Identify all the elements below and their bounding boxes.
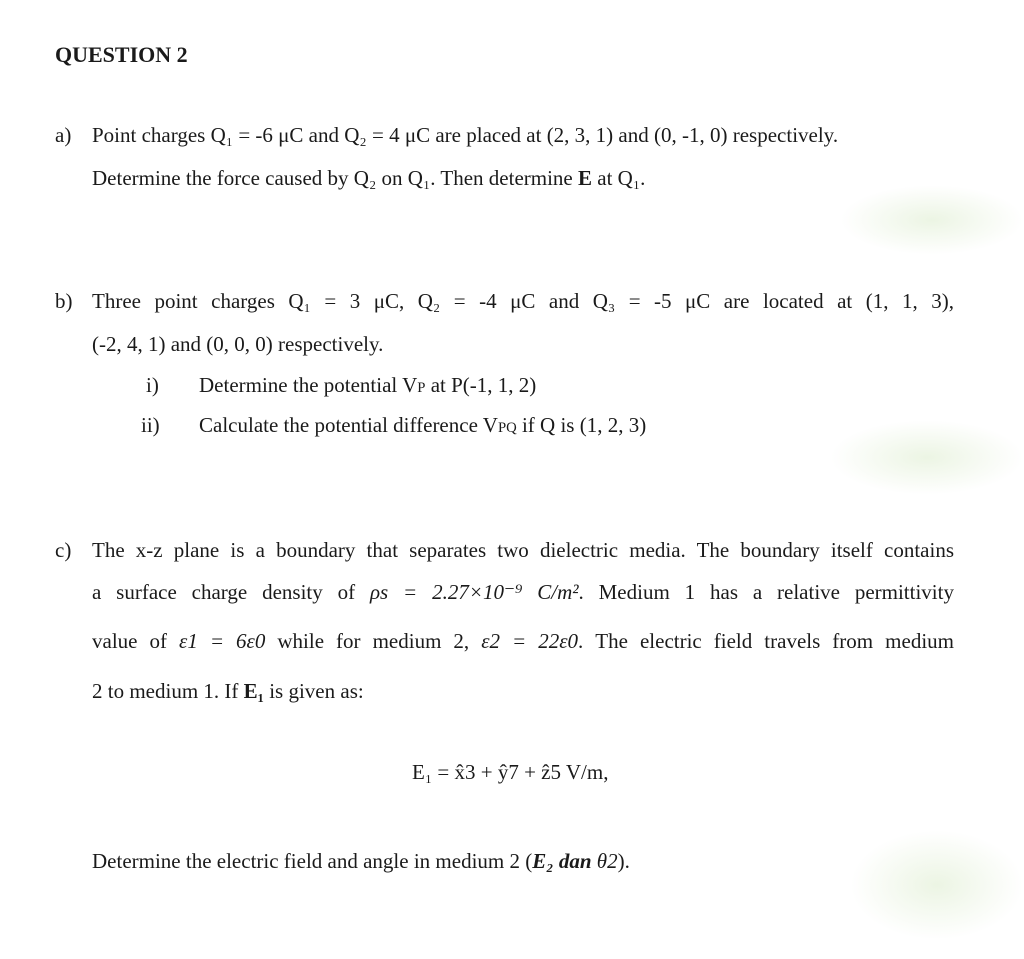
- final-line-end: ).: [617, 849, 630, 873]
- glare-mark: [850, 830, 1024, 940]
- item-subscript: PQ: [497, 420, 517, 436]
- glare-mark: [840, 185, 1024, 255]
- item-subscript: P: [417, 380, 426, 396]
- permittivity-medium-1: ε1 = 6ε0: [179, 629, 266, 653]
- part-b-label: b): [55, 289, 73, 313]
- part-a-line-2-end: at Q₁.: [592, 166, 646, 190]
- part-c-line-2-end: . Medium 1 has a relative permittivity: [578, 580, 954, 604]
- field-symbol-e2: E₂ dan: [532, 849, 592, 873]
- item-text: Calculate the potential difference V: [199, 413, 498, 437]
- part-b-item-text: [199, 375, 536, 396]
- part-a-line-1: Point charges Q₁ = -6 μC and Q₂ = 4 μC are placed at (2, 3, 1) and (0, -1, 0) respectively.: [92, 123, 839, 147]
- field-equation: E₁ = x̂3 + ŷ7 + ẑ5 V/m,: [412, 760, 609, 784]
- part-a-line-2: [92, 168, 645, 189]
- part-c-line-2-text: a surface charge density of: [92, 580, 370, 604]
- item-text: Determine the potential V: [199, 373, 418, 397]
- part-c-line-3-end: . The electric field travels from medium: [578, 629, 954, 653]
- part-c-line-3-text: value of: [92, 629, 180, 653]
- glare-mark: [830, 420, 1024, 495]
- part-c-final-line: [92, 851, 630, 872]
- part-c-line-4-end: is given as:: [263, 679, 364, 703]
- part-b-item-num: i): [146, 373, 159, 397]
- part-c-line-4: [92, 681, 364, 702]
- part-a-label: a): [55, 123, 72, 147]
- item-text-end: if Q is (1, 2, 3): [516, 413, 647, 437]
- part-c-label: c): [55, 538, 72, 562]
- item-text-end: at P(-1, 1, 2): [425, 373, 537, 397]
- part-a-line-2-text: Determine the force caused by Q₂ on Q₁. Then determine: [92, 166, 578, 190]
- surface-charge-density: ρs = 2.27×10⁻⁹ C/m²: [369, 580, 579, 604]
- part-c-line-4-text: 2 to medium 1. If: [92, 679, 244, 703]
- part-c-line-3-mid: while for medium 2,: [265, 629, 482, 653]
- part-c-line-2: [92, 582, 954, 603]
- part-c-line-1: The x-z plane is a boundary that separates two dielectric media. The boundary itself contains: [92, 538, 954, 562]
- field-symbol-e: E: [578, 166, 593, 190]
- part-b-line-2: (-2, 4, 1) and (0, 0, 0) respectively.: [92, 332, 384, 356]
- question-title: QUESTION 2: [55, 42, 188, 67]
- part-b-item-text: [199, 415, 646, 436]
- part-c-line-3: [92, 631, 954, 652]
- permittivity-medium-2: ε2 = 22ε0: [481, 629, 579, 653]
- final-line-text: Determine the electric field and angle in medium 2 (: [92, 849, 533, 873]
- part-b-line-1: Three point charges Q₁ = 3 μC, Q₂ = -4 μC and Q₃ = -5 μC are located at (1, 1, 3),: [92, 289, 954, 313]
- part-b-item-num: ii): [141, 413, 160, 437]
- field-symbol-e1: E₁: [243, 679, 264, 703]
- angle-theta-2: θ2: [596, 849, 618, 873]
